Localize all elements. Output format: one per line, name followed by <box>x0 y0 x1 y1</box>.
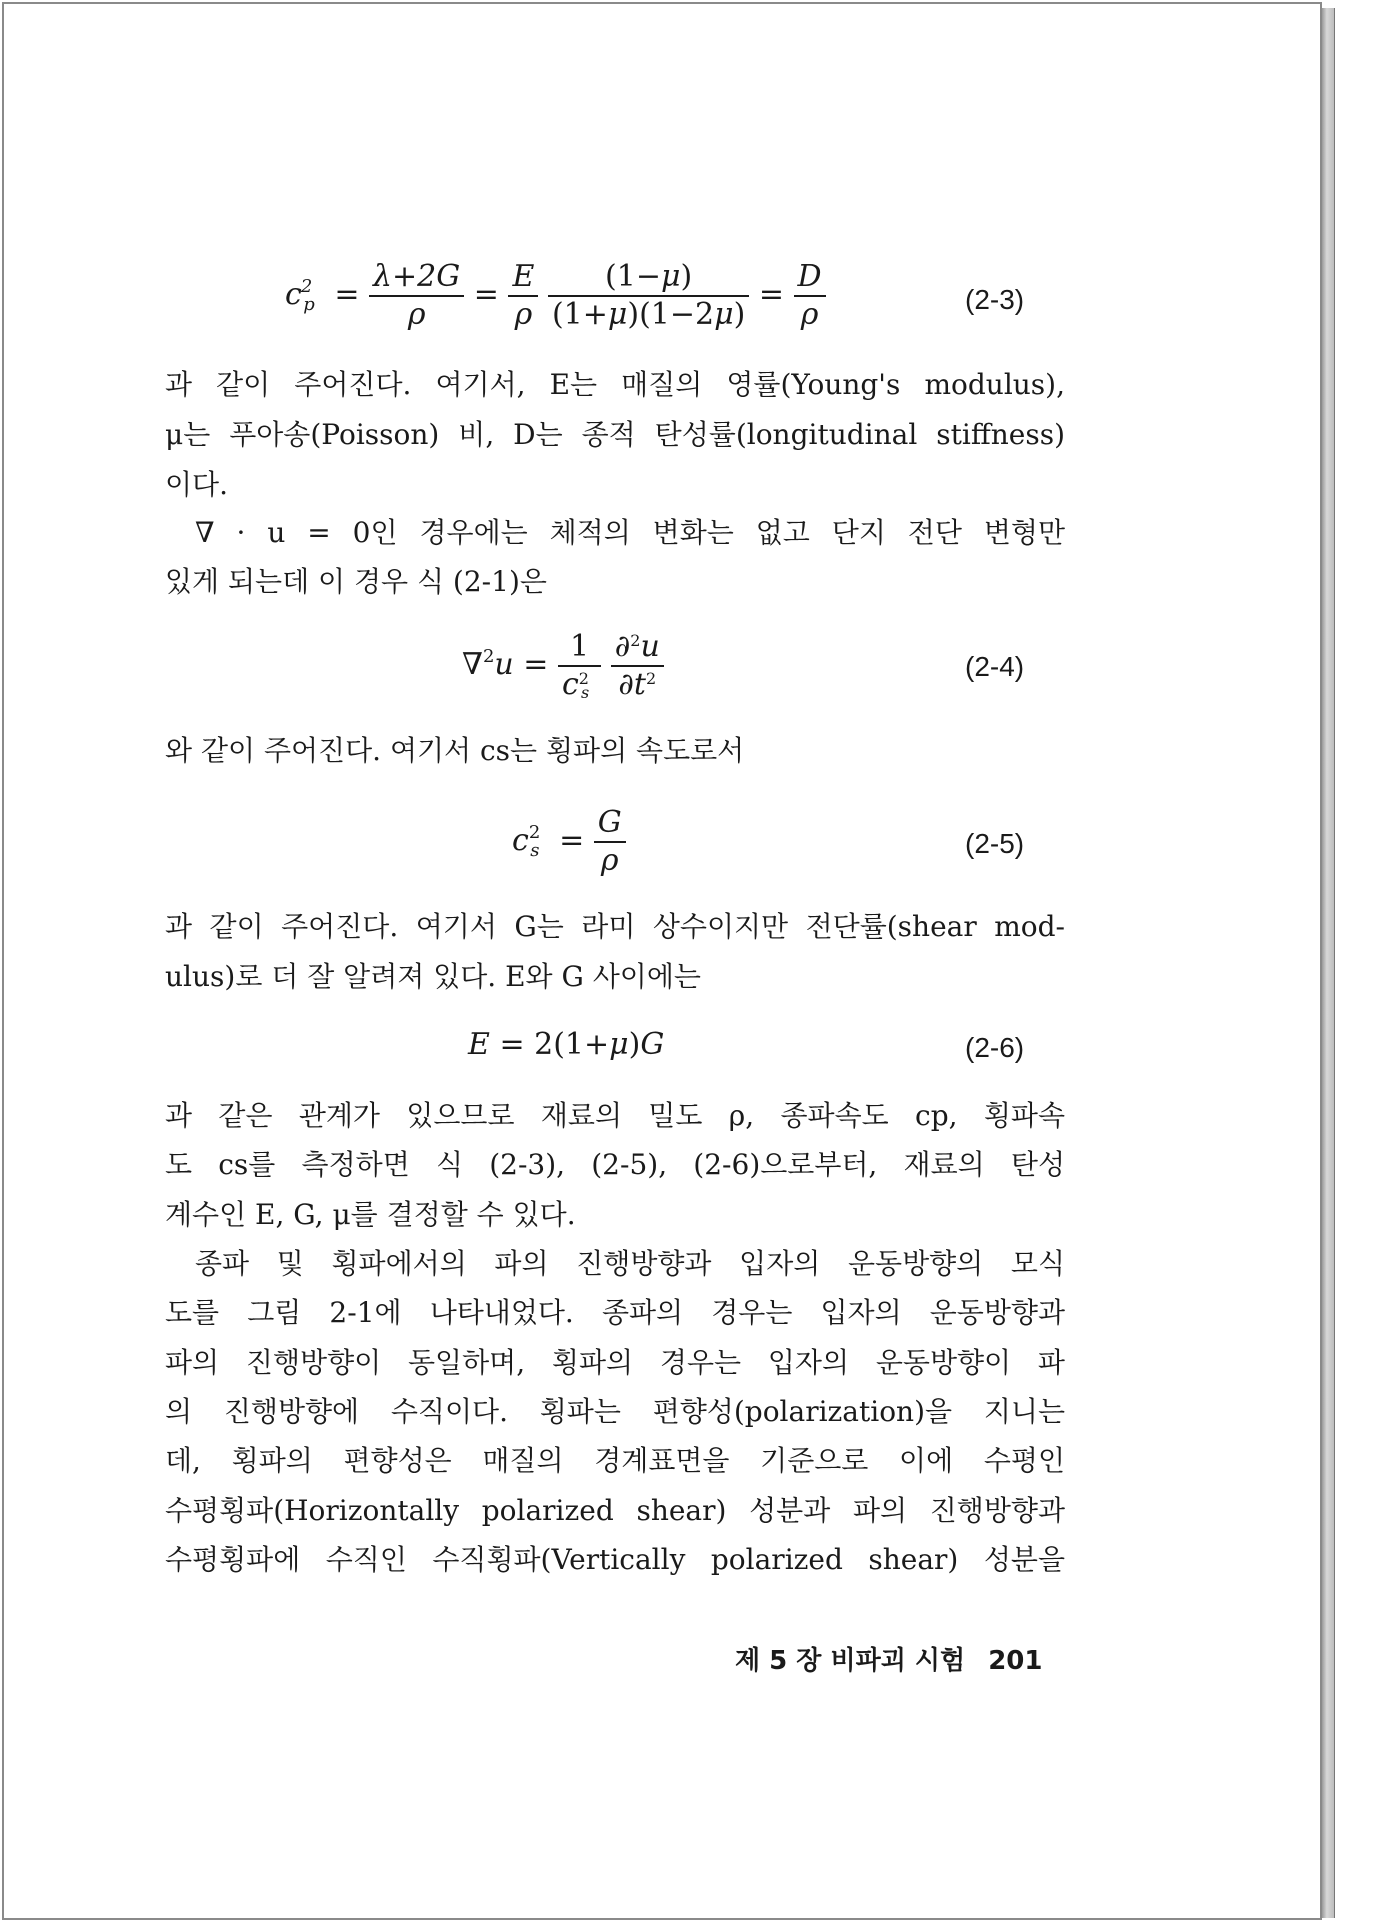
paragraph-line: 도를 그림 2-1에 나타내었다. 종파의 경우는 입자의 운동방향과 <box>165 1296 1065 1329</box>
paragraph-line: 계수인 E, G, μ를 결정할 수 있다. <box>165 1198 576 1231</box>
paragraph-line: 과 같이 주어진다. 여기서 G는 라미 상수이지만 전단률(shear mod- <box>165 910 1065 943</box>
equation-number-2-5: (2-5) <box>965 828 1025 859</box>
equation-number-2-3: (2-3) <box>965 284 1025 315</box>
equation-2-4: ∇$^2$u = $\frac{1}{c^2s}$ $\frac{\partial^2u}{\partial t^2}$ <box>462 632 664 700</box>
page-edge-shadow <box>1322 8 1335 1918</box>
paragraph-line: 수평횡파(Horizontally polarized shear) 성분과 파의 진행방향과 <box>165 1494 1065 1527</box>
paragraph-line: 와 같이 주어진다. 여기서 cs는 횡파의 속도로서 <box>165 734 745 767</box>
page-number: 201 <box>988 1646 1043 1676</box>
paragraph-line: 파의 진행방향이 동일하며, 횡파의 경우는 입자의 운동방향이 파 <box>165 1346 1065 1379</box>
equation-2-6: E = 2(1+μ)G <box>468 1027 665 1062</box>
paragraph-line: 종파 및 횡파에서의 파의 진행방향과 입자의 운동방향의 모식 <box>195 1247 1065 1280</box>
paragraph-line: 있게 되는데 이 경우 식 (2-1)은 <box>165 565 547 598</box>
paragraph-line: 과 같은 관계가 있으므로 재료의 밀도 ρ, 종파속도 cp, 횡파속 <box>165 1099 1065 1132</box>
paragraph-line: 수평횡파에 수직인 수직횡파(Vertically polarized shear) 성분을 <box>165 1543 1065 1576</box>
equation-2-5: $c^2_s$ = $\frac{G}{\rho}$ <box>512 808 626 876</box>
paragraph-line: ulus)로 더 잘 알려져 있다. E와 G 사이에는 <box>165 960 701 993</box>
paragraph-line: 의 진행방향에 수직이다. 횡파는 편향성(polarization)을 지니는 <box>165 1395 1065 1428</box>
chapter-title: 제 5 장 비파괴 시험 <box>735 1646 966 1676</box>
equation-number-2-4: (2-4) <box>965 651 1025 682</box>
paragraph-line: 이다. <box>165 468 228 501</box>
equation-number-2-6: (2-6) <box>965 1032 1025 1063</box>
paragraph-line: 도 cs를 측정하면 식 (2-3), (2-5), (2-6)으로부터, 재료의 탄성 <box>165 1148 1065 1181</box>
paragraph-line: ∇ · u = 0인 경우에는 체적의 변화는 없고 단지 전단 변형만 <box>195 516 1065 549</box>
paragraph-line: μ는 푸아송(Poisson) 비, D는 종적 탄성률(longitudinal stiffness) <box>165 418 1065 451</box>
paragraph-line: 과 같이 주어진다. 여기서, E는 매질의 영률(Young's modulus), <box>165 368 1065 401</box>
equation-2-3: $c^2_p$ = $\frac{\lambda+2G}{\rho}$ = $\frac{E}{\rho}$ $\frac{(1-\mu)}{(1+\mu)(1-2\mu)}$ = $\frac{D}{\rho}$ <box>285 262 826 330</box>
page-footer <box>735 1640 1042 1677</box>
paragraph-line: 데, 횡파의 편향성은 매질의 경계표면을 기준으로 이에 수평인 <box>165 1444 1065 1477</box>
